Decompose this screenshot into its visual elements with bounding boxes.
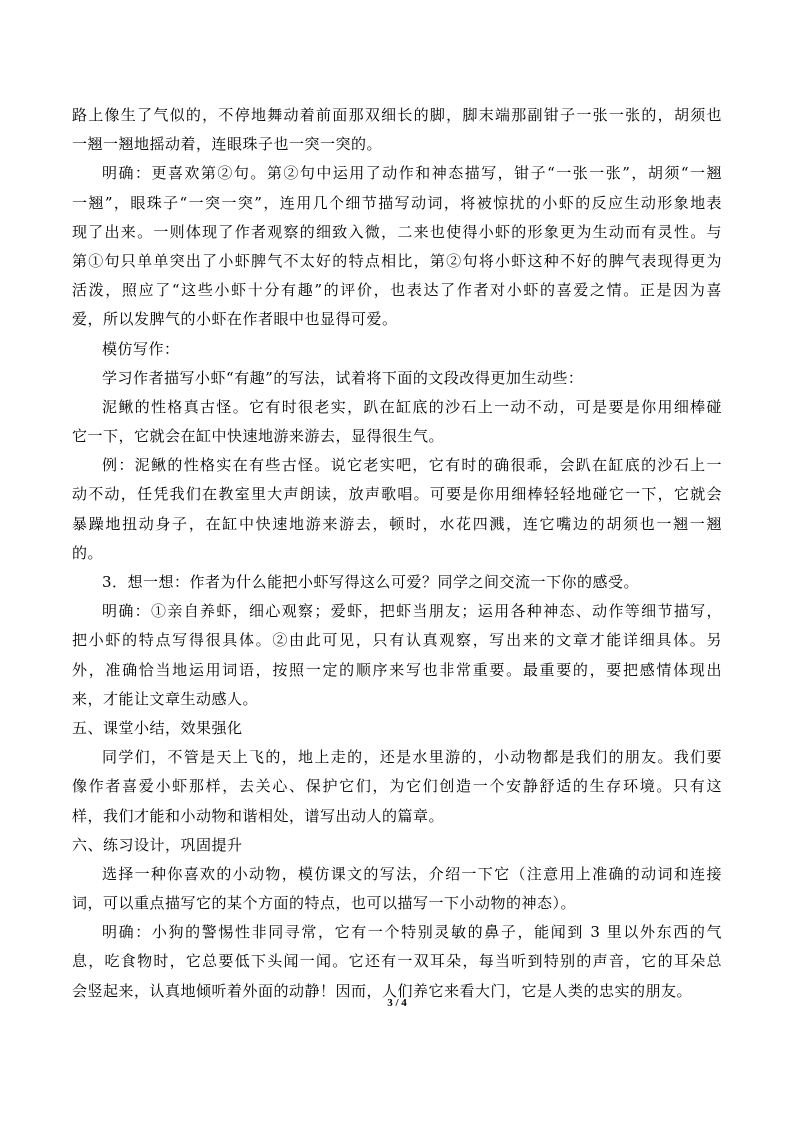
text-line: 暴躁地扭动身子，在缸中快速地游来游去，顿时，水花四溅，连它嘴边的胡须也一翘一翘 <box>72 514 722 533</box>
paragraph <box>72 159 722 334</box>
paragraph <box>72 335 722 364</box>
paragraph <box>72 831 722 860</box>
paragraph <box>72 393 722 451</box>
page-number: 3 / 4 <box>387 997 407 1009</box>
text-line: 会竖起来，认真地倾听着外面的动静！因而，人们养它来看大门，它是人类的忠实的朋友。 <box>72 981 693 1000</box>
text-line: 3．想一想：作者为什么能把小虾写得这么可爱？同学之间交流一下你的感受。 <box>102 573 640 591</box>
text-line: 泥鳅的性格真古怪。它有时很老实，趴在缸底的沙石上一动不动，可是要是你用细棒碰 <box>102 397 722 416</box>
text-line: 六、练习设计，巩固提升 <box>72 835 243 854</box>
paragraph <box>72 451 722 568</box>
text-line: 息，吃食物时，它总要低下头闻一闻。它还有一双耳朵，每当听到特别的声音，它的耳朵总 <box>72 952 722 971</box>
paragraph <box>72 364 722 393</box>
text-line: 外，准确恰当地运用词语，按照一定的顺序来写也非常重要。最重要的，要把感情体现出 <box>72 660 722 679</box>
text-line: 模仿写作： <box>102 339 180 358</box>
text-line: 的。 <box>72 543 104 562</box>
text-line: 选择一种你喜欢的小动物，模仿课文的写法，介绍一下它（注意用上准确的动词和连接 <box>102 864 722 883</box>
text-line: 学习作者描写小虾“有趣”的写法，试着将下面的文段改得更加生动些： <box>102 368 584 387</box>
text-line: 像作者喜爱小虾那样，去关心、保护它们，为它们创造一个安静舒适的生存环境。只有这 <box>72 777 722 796</box>
text-line: 把小虾的特点写得很具体。②由此可见，只有认真观察，写出来的文章才能详细具体。另 <box>72 631 722 650</box>
text-line: 来，才能让文章生动感人。 <box>72 689 259 708</box>
text-line: 爱，所以发脾气的小虾在作者眼中也显得可爱。 <box>72 310 398 329</box>
paragraph <box>72 860 722 918</box>
text-line: 一翘一翘地摇动着，连眼珠子也一突一突的。 <box>72 135 383 154</box>
document-body <box>72 101 722 1006</box>
text-line: 样，我们才能和小动物和谐相处，谱写出动人的篇章。 <box>72 806 445 825</box>
text-line: 词，可以重点描写它的某个方面的特点，也可以描写一下小动物的神态）。 <box>72 894 577 913</box>
paragraph <box>72 101 722 159</box>
text-line: 五、课堂小结，效果强化 <box>72 718 243 737</box>
paragraph <box>72 918 722 1006</box>
paragraph <box>72 568 722 597</box>
paragraph <box>72 714 722 743</box>
text-line: 明确：①亲自养虾，细心观察；爱虾，把虾当朋友；运用各种神态、动作等细节描写， <box>102 602 722 621</box>
text-line: 现了出来。一则体现了作者观察的细致入微，二来也使得小虾的形象更为生动而有灵性。与 <box>72 222 722 241</box>
text-line: 一翘”，眼珠子“一突一突”，连用几个细节描写动词，将被惊扰的小虾的反应生动形象地表 <box>72 193 722 212</box>
text-line: 例：泥鳅的性格实在有些古怪。说它老实吧，它有时的确很乖，会趴在缸底的沙石上一 <box>102 456 722 475</box>
text-line: 它一下，它就会在缸中快速地游来游去，显得很生气。 <box>72 427 445 446</box>
text-line: 第①句只单单突出了小虾脾气不太好的特点相比，第②句将小虾这种不好的脾气表现得更为 <box>72 251 722 270</box>
text-line: 明确：更喜欢第②句。第②句中运用了动作和神态描写，钳子“一张一张”，胡须“一翘 <box>102 164 722 183</box>
text-line: 同学们，不管是天上飞的，地上走的，还是水里游的，小动物都是我们的朋友。我们要 <box>102 748 722 767</box>
text-line: 动不动，任凭我们在教室里大声朗读，放声歌唱。可要是你用细棒轻轻地碰它一下，它就会 <box>72 485 722 504</box>
text-line: 明确：小狗的警惕性非同寻常，它有一个特别灵敏的鼻子，能闻到 3 里以外东西的气 <box>102 923 722 942</box>
text-line: 活泼，照应了“这些小虾十分有趣”的评价，也表达了作者对小虾的喜爱之情。正是因为喜 <box>72 281 722 300</box>
text-line: 路上像生了气似的，不停地舞动着前面那双细长的脚，脚末端那副钳子一张一张的，胡须也 <box>72 106 722 124</box>
paragraph <box>72 743 722 831</box>
paragraph <box>72 597 722 714</box>
